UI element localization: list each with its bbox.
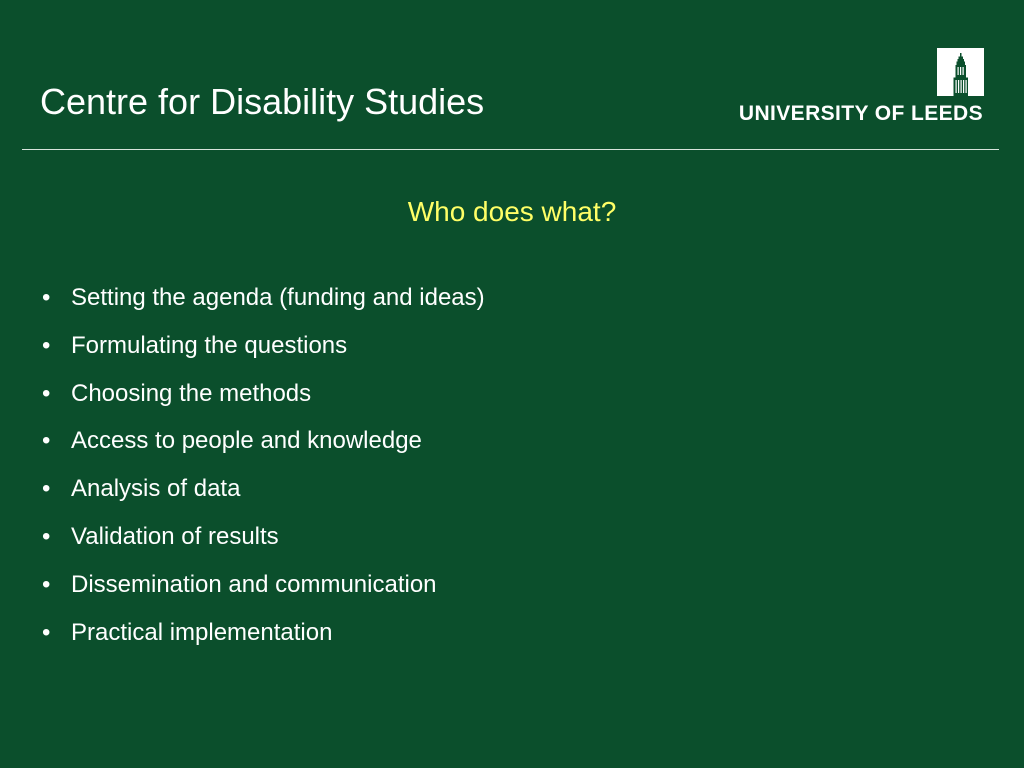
logo-wordmark: UNIVERSITY OF LEEDS — [738, 102, 983, 125]
list-item — [42, 328, 485, 376]
bullet-icon: • — [42, 379, 51, 407]
bullet-icon: • — [42, 331, 51, 359]
list-item — [42, 519, 485, 567]
list-item — [42, 280, 485, 328]
slide-subtitle-text: Who does what? — [407, 196, 617, 227]
list-item-text: Validation of results — [71, 522, 279, 550]
list-item-text: Setting the agenda (funding and ideas) — [71, 284, 485, 311]
list-item-text: Access to people and knowledge — [71, 427, 422, 455]
bullet-icon: • — [42, 284, 51, 311]
list-item — [42, 615, 485, 663]
header-divider — [22, 149, 999, 150]
list-item-text: Formulating the questions — [71, 331, 348, 359]
bullet-list — [42, 280, 485, 662]
bullet-icon: • — [42, 475, 51, 503]
list-item-text: Choosing the methods — [71, 379, 312, 407]
list-item-text: Practical implementation — [71, 618, 333, 646]
bullet-icon: • — [42, 427, 51, 455]
bullet-icon: • — [42, 522, 51, 550]
parkinson-building-tower-icon — [937, 48, 984, 96]
university-logo — [727, 48, 987, 128]
list-item — [42, 567, 485, 615]
list-item-text: Dissemination and communication — [71, 570, 437, 598]
list-item — [42, 423, 485, 471]
bullet-icon: • — [42, 618, 51, 646]
list-item — [42, 471, 485, 519]
list-item — [42, 376, 485, 424]
slide-subtitle — [0, 194, 1024, 230]
page-title: Centre for Disability Studies — [40, 81, 485, 122]
list-item-text: Analysis of data — [71, 475, 241, 503]
bullet-icon: • — [42, 570, 51, 598]
